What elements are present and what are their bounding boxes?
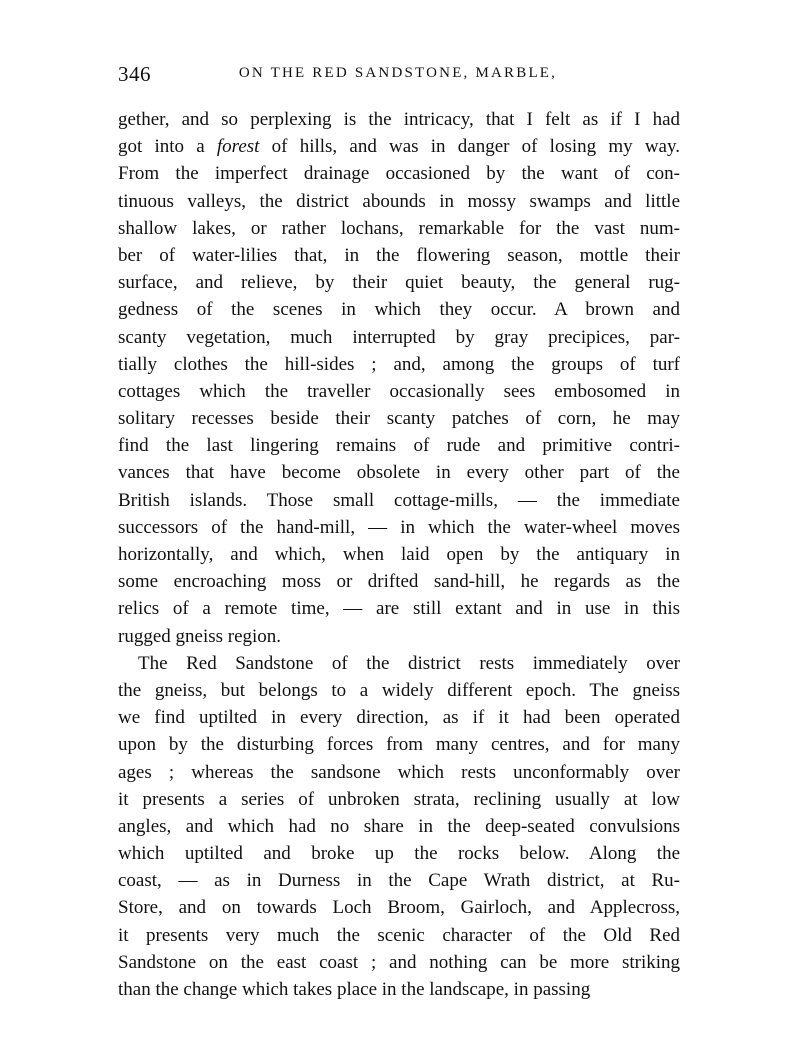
- text-line: rugged gneiss region.: [118, 625, 282, 647]
- text-line: gether, and so perplexing is the intricacy, that I felt as if I had: [118, 109, 680, 130]
- text-line: it presents a series of unbroken strata, reclining usually at low: [118, 788, 680, 810]
- text-line: The Red Sandstone of the district rests immediately over: [138, 652, 680, 674]
- text-line: find the last lingering remains of rude and primitive contri-: [118, 435, 680, 457]
- text-line: solitary recesses beside their scanty patches of corn, he may: [118, 408, 680, 430]
- text-line: horizontally, and which, when laid open by the antiquary in: [118, 544, 680, 565]
- text-line: some encroaching moss or drifted sand-hill, he regards as the: [118, 571, 680, 593]
- italic-text: forest: [216, 136, 260, 158]
- text-line: tinuous valleys, the district abounds in mossy swamps and little: [118, 190, 680, 212]
- text-line: tially clothes the hill-sides ; and, among the groups of turf: [118, 353, 680, 375]
- text-line: British islands. Those small cottage-mills, — the immediate: [118, 489, 680, 511]
- text-line: ages ; whereas the sandsone which rests unconformably over: [118, 761, 680, 783]
- paragraph: [118, 650, 680, 1003]
- text-line: cottages which the traveller occasionally sees embosomed in: [118, 380, 680, 402]
- text-line: successors of the hand-mill, — in which the water-wheel moves: [118, 516, 680, 538]
- text-line: ber of water-lilies that, in the flowering season, mottle their: [118, 244, 680, 266]
- text-line: than the change which takes place in the landscape, in passing: [118, 979, 591, 1000]
- page-number: 346: [118, 62, 151, 86]
- text-line: From the imperfect drainage occasioned by the want of con-: [118, 163, 680, 185]
- running-head: [118, 62, 678, 92]
- text-line: scanty vegetation, much interrupted by gray precipices, par-: [118, 326, 680, 348]
- paragraph: [118, 106, 680, 650]
- text-line: Sandstone on the east coast ; and nothing can be more striking: [118, 951, 680, 973]
- text-line: got into a forest of hills, and was in danger of losing my way.: [118, 136, 680, 158]
- text-line: upon by the disturbing forces from many centres, and for many: [118, 734, 680, 756]
- text-line: the gneiss, but belongs to a widely different epoch. The gneiss: [118, 679, 680, 701]
- text-line: coast, — as in Durness in the Cape Wrath district, at Ru-: [118, 870, 680, 892]
- text-line: shallow lakes, or rather lochans, remarkable for the vast num-: [118, 217, 680, 239]
- text-line: it presents very much the scenic character of the Old Red: [118, 924, 680, 946]
- text-line: vances that have become obsolete in every other part of the: [118, 462, 680, 484]
- text-line: gedness of the scenes in which they occur. A brown and: [118, 299, 680, 321]
- body-text: [118, 106, 680, 1003]
- text-line: relics of a remote time, — are still extant and in use in this: [118, 598, 680, 620]
- text-line: Store, and on towards Loch Broom, Gairloch, and Applecross,: [118, 897, 680, 919]
- text-line: surface, and relieve, by their quiet beauty, the general rug-: [118, 272, 680, 294]
- text-line: angles, and which had no share in the deep-seated convulsions: [118, 815, 680, 837]
- text-line: we find uptilted in every direction, as if it had been operated: [118, 707, 680, 729]
- running-title: ON THE RED SANDSTONE, MARBLE,: [238, 65, 558, 81]
- text-line: which uptilted and broke up the rocks below. Along the: [118, 843, 680, 865]
